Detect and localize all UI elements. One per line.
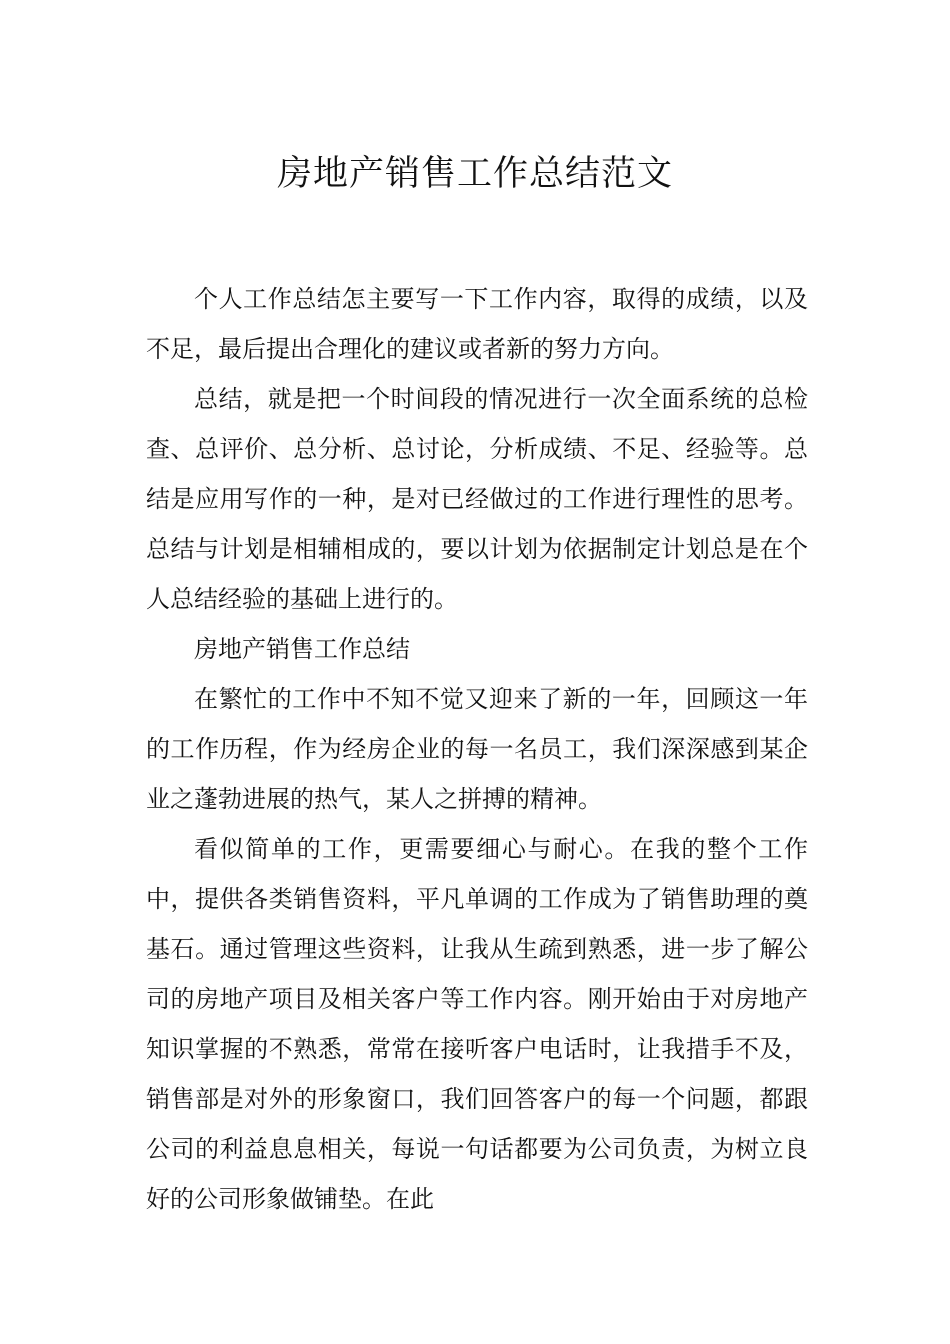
paragraph-work-detail: 看似简单的工作，更需要细心与耐心。在我的整个工作中，提供各类销售资料，平凡单调的工作成为了销售助理的奠基石。通过管理这些资料，让我从生疏到熟悉，进一步了解公司的房地产项目及相关客户等工作内容。刚开始由于对房地产知识掌握的不熟悉，常常在接听客户电话时，让我措手不及，销售部是对外的形象窗口，我们回答客户的每一个问题，都跟公司的利益息息相关，每说一句话都要为公司负责，为树立良好的公司形象做铺垫。在此 bbox=[146, 835, 808, 1213]
document-title: 房地产销售工作总结范文 bbox=[276, 154, 673, 195]
paragraph-definition: 总结，就是把一个时间段的情况进行一次全面系统的总检查、总评价、总分析、总讨论，分析成绩、不足、经验等。总结是应用写作的一种，是对已经做过的工作进行理性的思考。总结与计划是相辅相成的，要以计划为依据制定计划总是在个人总结经验的基础上进行的。 bbox=[146, 385, 808, 613]
paragraph-intro: 个人工作总结怎主要写一下工作内容，取得的成绩，以及不足，最后提出合理化的建议或者新的努力方向。 bbox=[146, 285, 808, 363]
paragraph-year-review: 在繁忙的工作中不知不觉又迎来了新的一年，回顾这一年的工作历程，作为经房企业的每一名员工，我们深深感到某企业之蓬勃进展的热气，某人之拼搏的精神。 bbox=[146, 685, 808, 813]
section-heading: 房地产销售工作总结 bbox=[194, 635, 410, 663]
document-body bbox=[146, 274, 808, 1224]
